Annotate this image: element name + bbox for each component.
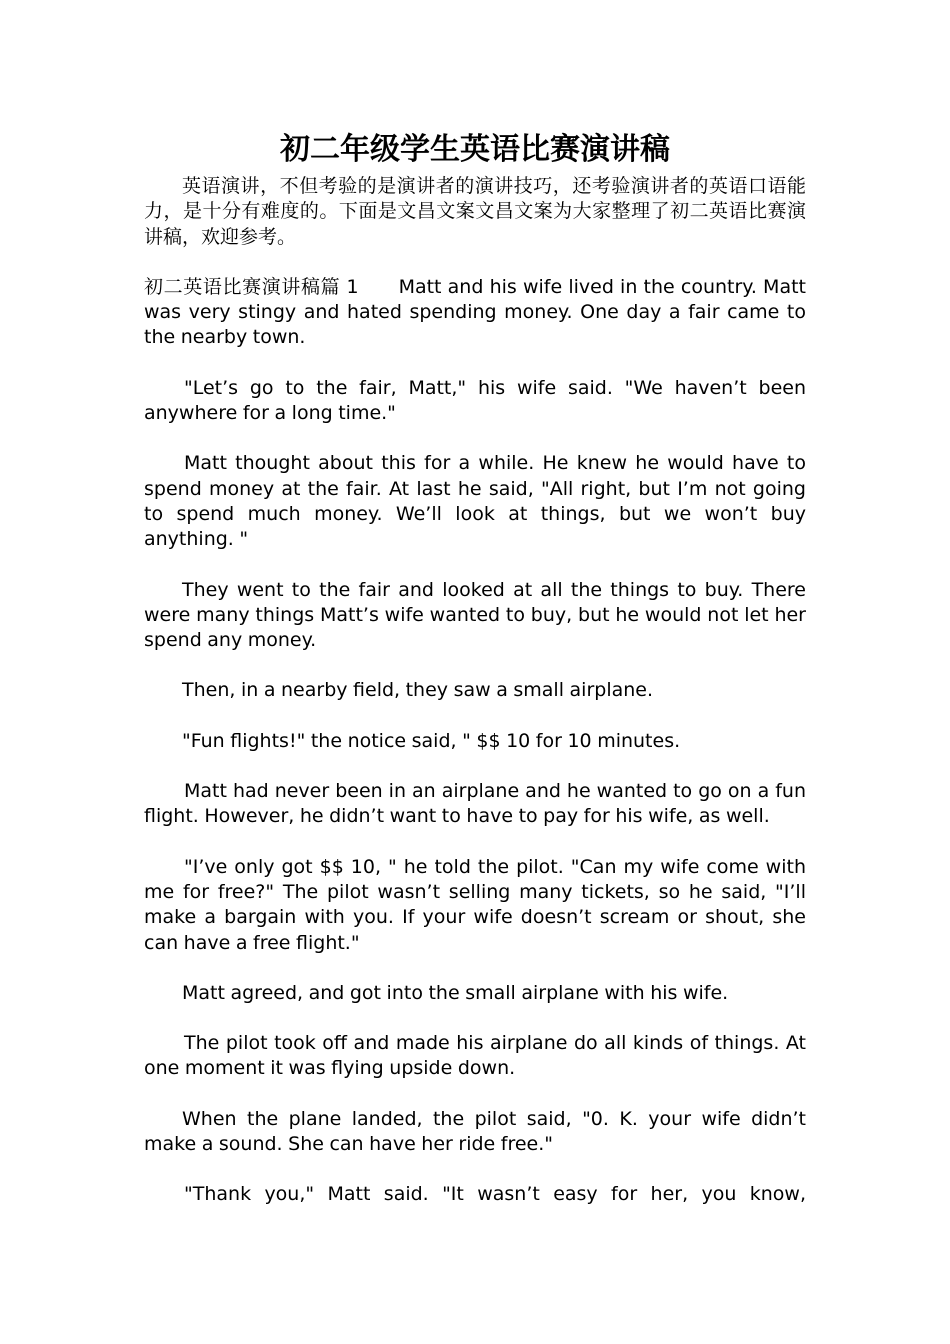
intro-paragraph: 英语演讲，不但考验的是演讲者的演讲技巧，还考验演讲者的英语口语能力，是十分有难度的。下面是文昌文案文昌文案为大家整理了初二英语比赛演讲稿，欢迎参考。 <box>144 175 806 248</box>
story-paragraph-11: When the plane landed, the pilot said, "0. K. your wife didn’t make a sound. She can have her ride free." <box>144 1107 806 1156</box>
story-paragraph-1: Matt and his wife lived in the country. Matt was very stingy and hated spending money. One day a fair came to the nearby town. <box>144 275 806 349</box>
story-paragraph-7: Matt had never been in an airplane and he wanted to go on a fun flight. However, he didn’t want to have to pay for his wife, as well. <box>144 780 806 828</box>
story-paragraph-6: "Fun flights!" the notice said, " $$ 10 for 10 minutes. <box>182 729 681 752</box>
story-paragraph-3: Matt thought about this for a while. He knew he would have to spend money at the fair. At last he said, "All right, but I’m not going to spend much money. We’ll look at things, but we won’t buy anything. " <box>144 452 806 551</box>
story-paragraph-12: "Thank you," Matt said. "It wasn’t easy for her, you know, <box>184 1183 806 1206</box>
story-paragraph-5: Then, in a nearby field, they saw a small airplane. <box>182 679 654 702</box>
story-paragraph-10: The pilot took off and made his airplane do all kinds of things. At one moment it was flying upside down. <box>144 1032 806 1080</box>
story-paragraph-2: "Let’s go to the fair, Matt," his wife said. "We haven’t been anywhere for a long time." <box>144 376 806 425</box>
story-paragraph-9: Matt agreed, and got into the small airplane with his wife. <box>182 981 729 1004</box>
section-first-paragraph <box>144 275 806 351</box>
story-paragraph-8: "I’ve only got $$ 10, " he told the pilot. "Can my wife come with me for free?" The pilot wasn’t selling many tickets, so he said, "I’ll make a bargain with you. If your wife doesn’t scream or shout, she can have a free flight." <box>144 855 806 954</box>
document-page <box>144 128 806 1208</box>
story-paragraph-4: They went to the fair and looked at all the things to buy. There were many things Matt’s wife wanted to buy, but he would not let her spend any money. <box>144 578 806 652</box>
section-heading: 初二英语比赛演讲稿篇 1 <box>144 275 359 298</box>
document-title: 初二年级学生英语比赛演讲稿 <box>280 132 670 167</box>
